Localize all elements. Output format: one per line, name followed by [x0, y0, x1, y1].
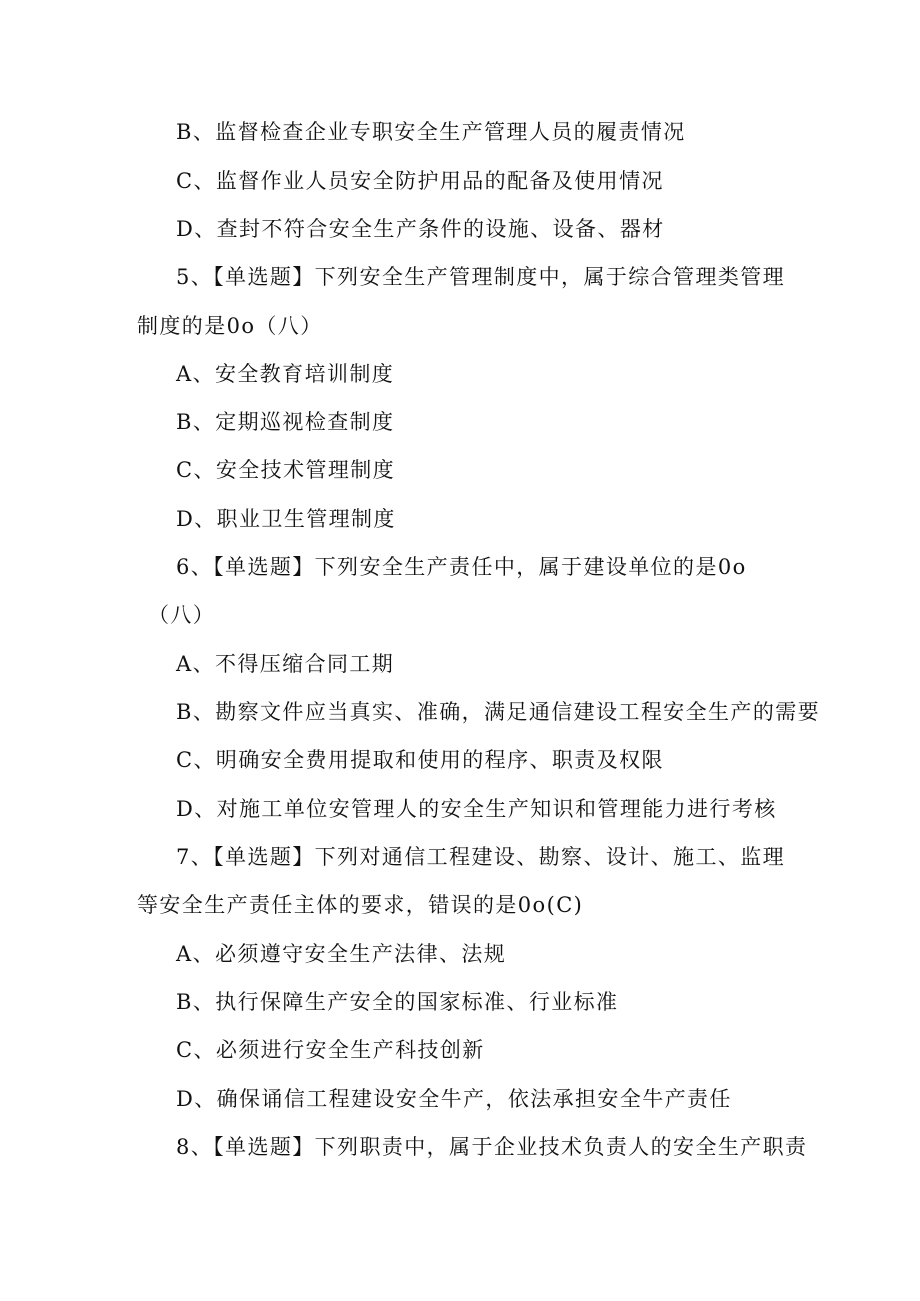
option-a-q6: A、不得压缩合同工期	[176, 652, 395, 676]
option-c-q4: C、监督作业人员安全防护用品的配备及使用情况	[176, 169, 664, 193]
question-5-continuation: 制度的是0o（八）	[137, 314, 323, 338]
option-b-q6: B、勘察文件应当真实、准确，满足通信建设工程安全生产的需要	[176, 700, 821, 724]
question-7: 7、【单选题】下列对通信工程建设、勘察、设计、施工、监理	[176, 845, 786, 869]
option-c-q5: C、安全技术管理制度	[176, 458, 396, 482]
option-d-q4: D、查封不符合安全生产条件的设施、设备、器材	[176, 217, 665, 241]
question-6-continuation: （八）	[148, 603, 216, 627]
option-a-q7: A、必须遵守安全生产法律、法规	[176, 942, 507, 966]
question-6: 6、【单选题】下列安全生产责任中，属于建设单位的是0o	[176, 555, 747, 579]
question-8: 8、【单选题】下列职责中，属于企业技术负责人的安全生产职责	[176, 1135, 808, 1159]
option-c-q6: C、明确安全费用提取和使用的程序、职责及权限	[176, 748, 664, 772]
option-b-q4: B、监督检查企业专职安全生产管理人员的履责情况	[176, 120, 686, 144]
option-b-q5: B、定期巡视检查制度	[176, 410, 395, 434]
question-5: 5、【单选题】下列安全生产管理制度中，属于综合管理类管理	[176, 265, 786, 289]
option-b-q7: B、执行保障生产安全的国家标准、行业标准	[176, 990, 619, 1014]
option-d-q7: D、确保诵信工程建设安全牛产，依法承担安全牛产责任	[176, 1087, 732, 1111]
option-d-q6: D、对施工单位安管理人的安全生产知识和管理能力进行考核	[176, 797, 777, 821]
option-c-q7: C、必须进行安全生产科技创新	[176, 1038, 485, 1062]
option-a-q5: A、安全教育培训制度	[176, 362, 395, 386]
question-7-continuation: 等安全生产责任主体的要求，错误的是0o(C)	[137, 893, 584, 917]
option-d-q5: D、职业卫生管理制度	[176, 507, 396, 531]
